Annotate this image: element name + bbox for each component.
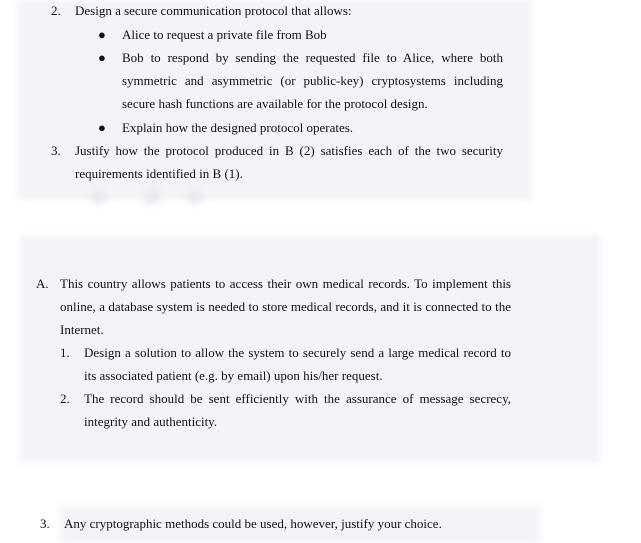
section-label: A. (36, 276, 49, 291)
bullet-text: Explain how the designed protocol operates. (122, 120, 354, 135)
question-text: The record should be sent efficiently with the assurance of message secrecy, (84, 391, 511, 406)
bullet-text: secure hash functions are available for the protocol design. (122, 96, 428, 111)
question-text: Design a solution to allow the system to securely send a large medical record to (84, 345, 511, 360)
question-text: Design a secure communication protocol that allows: (75, 3, 352, 18)
question-number: 2. (51, 3, 61, 18)
question-text: integrity and authenticity. (84, 414, 218, 429)
question-number: 3. (51, 143, 61, 158)
question-text: Any cryptographic methods could be used, however, justify your choice. (64, 516, 442, 531)
bullet-text: symmetric and asymmetric (or public-key) cryptosystems including (122, 73, 503, 88)
ghost-dot (188, 190, 202, 204)
question-text: Justify how the protocol produced in B (2) satisfies each of the two security (75, 143, 503, 158)
bullet-text: Alice to request a private file from Bob (122, 27, 327, 42)
bullet-text: Bob to respond by sending the requested file to Alice, where both (122, 50, 503, 65)
ghost-dot (145, 190, 159, 204)
question-number: 1. (60, 345, 70, 360)
question-text: requirements identified in B (1). (75, 166, 243, 181)
section-intro: online, a database system is needed to store medical records, and it is connected to the (60, 299, 511, 314)
bullet-dot-icon: ● (98, 50, 106, 65)
question-number: 3. (40, 516, 50, 531)
question-number: 2. (60, 391, 70, 406)
question-text: its associated patient (e.g. by email) upon his/her request. (84, 368, 383, 383)
section-intro: Internet. (60, 322, 104, 337)
bullet-dot-icon: ● (98, 27, 106, 42)
section-intro: This country allows patients to access their own medical records. To implement this (60, 276, 511, 291)
bullet-dot-icon: ● (98, 120, 106, 135)
ghost-dot (92, 190, 106, 204)
